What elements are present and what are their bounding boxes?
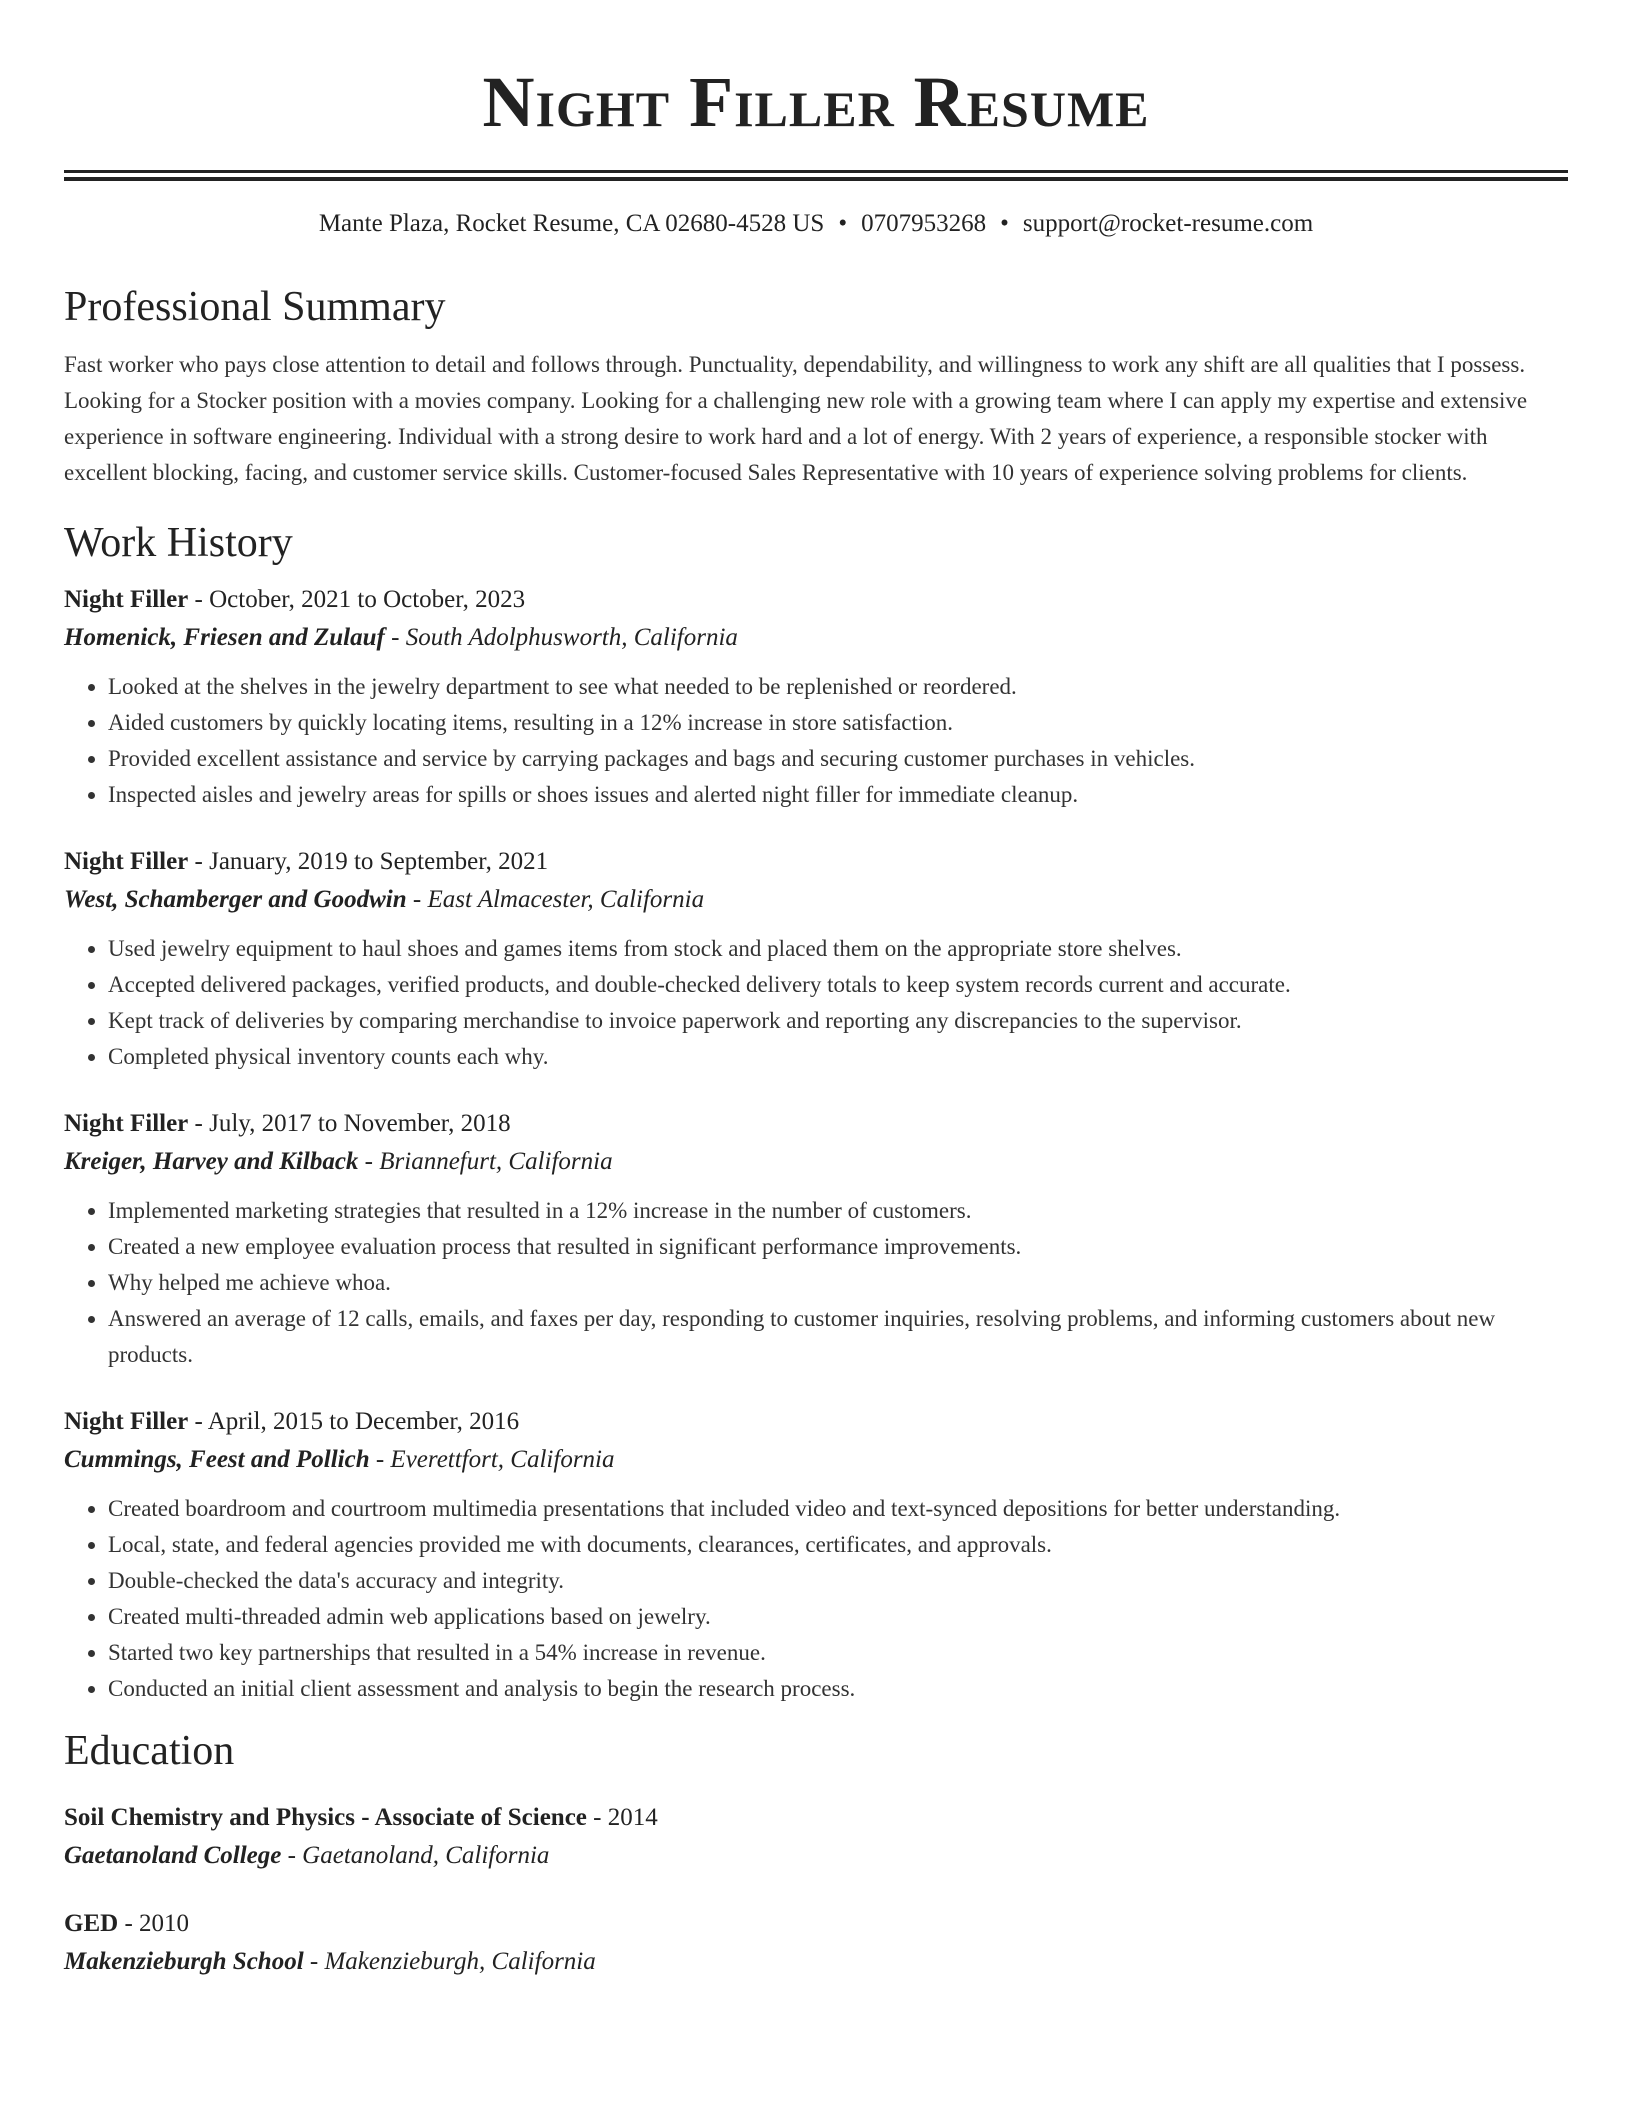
job-title: Night Filler xyxy=(64,1110,189,1137)
contact-email[interactable]: support@rocket-resume.com xyxy=(1022,210,1314,237)
section-heading-education: Education xyxy=(64,1728,235,1774)
job-company-line xyxy=(64,1441,1568,1479)
job-heading xyxy=(64,581,1568,619)
job-location: - South Adolphusworth, California xyxy=(384,624,738,651)
education-school-line xyxy=(64,1837,1568,1875)
job-bullet: • Double-checked the data's accuracy and integrity. xyxy=(108,1563,1568,1599)
job-company: West, Schamberger and Goodwin xyxy=(64,886,407,913)
job-location: - Briannefurt, California xyxy=(358,1148,613,1175)
job-bullets xyxy=(64,931,1568,1075)
job-dates: - October, 2021 to October, 2023 xyxy=(188,586,526,613)
job-company: Homenick, Friesen and Zulauf xyxy=(64,624,385,651)
education-year: - 2014 xyxy=(586,1804,658,1831)
job-bullet: • Inspected aisles and jewelry areas for spills or shoes issues and alerted night filler for immediate cleanup. xyxy=(108,777,1568,813)
job-bullets xyxy=(64,1491,1568,1707)
contact-line xyxy=(64,207,1568,241)
job-title: Night Filler xyxy=(64,1408,189,1435)
education-degree: Soil Chemistry and Physics - Associate of Science xyxy=(64,1804,587,1831)
job-company-line xyxy=(64,881,1568,919)
job-bullet: • Completed physical inventory counts each why. xyxy=(108,1039,1568,1075)
contact-phone[interactable]: 0707953268 xyxy=(861,210,987,237)
job-company-line xyxy=(64,1143,1568,1181)
education-heading xyxy=(64,1799,1568,1837)
job-bullet: • Provided excellent assistance and service by carrying packages and bags and securing customer purchases in vehicles. xyxy=(108,741,1568,777)
education-entry xyxy=(64,1905,1568,1981)
summary-text: Fast worker who pays close attention to detail and follows through. Punctuality, dependability, and willingness to work any shift are all qualities that I possess. Looking for a Stocker position with a movies company. Looking for a challenging new role with a growing team where I can apply my expertise and extensive experience in software engineering. Individual with a strong desire to work hard and a lot of energy. With 2 years of experience, a responsible stocker with excellent blocking, facing, and customer service skills. Customer-focused Sales Representative with 10 years of experience solving problems for clients. xyxy=(64,352,1528,485)
job-bullets xyxy=(64,1193,1568,1373)
education-year: - 2010 xyxy=(118,1910,190,1937)
education-location: - Makenzieburgh, California xyxy=(303,1948,596,1975)
job-bullet: • Created boardroom and courtroom multimedia presentations that included video and text-synced depositions for better understanding. xyxy=(108,1491,1568,1527)
resume-title: Night Filler Resume xyxy=(482,62,1150,142)
contact-separator: • xyxy=(1000,210,1009,237)
job-entry xyxy=(64,1105,1568,1373)
job-entry xyxy=(64,581,1568,813)
job-heading xyxy=(64,1105,1568,1143)
education-entry xyxy=(64,1799,1568,1875)
job-bullet: • Conducted an initial client assessment and analysis to begin the research process. xyxy=(108,1671,1568,1707)
education-school: Makenzieburgh School xyxy=(64,1948,304,1975)
job-heading xyxy=(64,1403,1568,1441)
job-bullet: • Looked at the shelves in the jewelry department to see what needed to be replenished or reordered. xyxy=(108,669,1568,705)
job-bullet: • Used jewelry equipment to haul shoes and games items from stock and placed them on the appropriate store shelves. xyxy=(108,931,1568,967)
job-company: Kreiger, Harvey and Kilback xyxy=(64,1148,359,1175)
job-bullet: • Kept track of deliveries by comparing merchandise to invoice paperwork and reporting any discrepancies to the supervisor. xyxy=(108,1003,1568,1039)
job-bullet: • Answered an average of 12 calls, emails, and faxes per day, responding to customer inquiries, resolving problems, and informing customers about new products. xyxy=(108,1301,1568,1373)
job-dates: - July, 2017 to November, 2018 xyxy=(188,1110,511,1137)
job-company-line xyxy=(64,619,1568,657)
contact-address: Mante Plaza, Rocket Resume, CA 02680-4528 US xyxy=(318,210,825,237)
job-title: Night Filler xyxy=(64,586,189,613)
job-company: Cummings, Feest and Pollich xyxy=(64,1446,370,1473)
spacer xyxy=(64,1075,1568,1105)
education-degree: GED xyxy=(64,1910,119,1937)
job-location: - East Almacester, California xyxy=(406,886,705,913)
spacer xyxy=(64,1373,1568,1403)
job-bullet: • Implemented marketing strategies that resulted in a 12% increase in the number of customers. xyxy=(108,1193,1568,1229)
section-heading-summary: Professional Summary xyxy=(64,284,446,330)
job-bullet: • Why helped me achieve whoa. xyxy=(108,1265,1568,1301)
job-dates: - January, 2019 to September, 2021 xyxy=(188,848,549,875)
job-dates: - April, 2015 to December, 2016 xyxy=(188,1408,520,1435)
job-bullet: • Started two key partnerships that resulted in a 54% increase in revenue. xyxy=(108,1635,1568,1671)
job-bullet: • Created multi-threaded admin web applications based on jewelry. xyxy=(108,1599,1568,1635)
job-location: - Everettfort, California xyxy=(369,1446,615,1473)
job-bullet: • Accepted delivered packages, verified products, and double-checked delivery totals to keep system records current and accurate. xyxy=(108,967,1568,1003)
job-bullet: • Aided customers by quickly locating items, resulting in a 12% increase in store satisfaction. xyxy=(108,705,1568,741)
education-heading xyxy=(64,1905,1568,1943)
contact-separator: • xyxy=(838,210,848,237)
job-entry xyxy=(64,843,1568,1075)
job-bullets xyxy=(64,669,1568,813)
job-bullet: • Created a new employee evaluation process that resulted in significant performance improvements. xyxy=(108,1229,1568,1265)
education-school: Gaetanoland College xyxy=(64,1842,282,1869)
job-entry xyxy=(64,1403,1568,1707)
job-heading xyxy=(64,843,1568,881)
job-bullet: • Local, state, and federal agencies provided me with documents, clearances, certificates, and approvals. xyxy=(108,1527,1568,1563)
title-double-rule xyxy=(64,170,1568,181)
section-heading-work-history: Work History xyxy=(64,520,293,566)
spacer xyxy=(64,1875,1568,1905)
job-title: Night Filler xyxy=(64,848,189,875)
spacer xyxy=(64,813,1568,843)
education-location: - Gaetanoland, California xyxy=(281,1842,550,1869)
education-school-line xyxy=(64,1943,1568,1981)
